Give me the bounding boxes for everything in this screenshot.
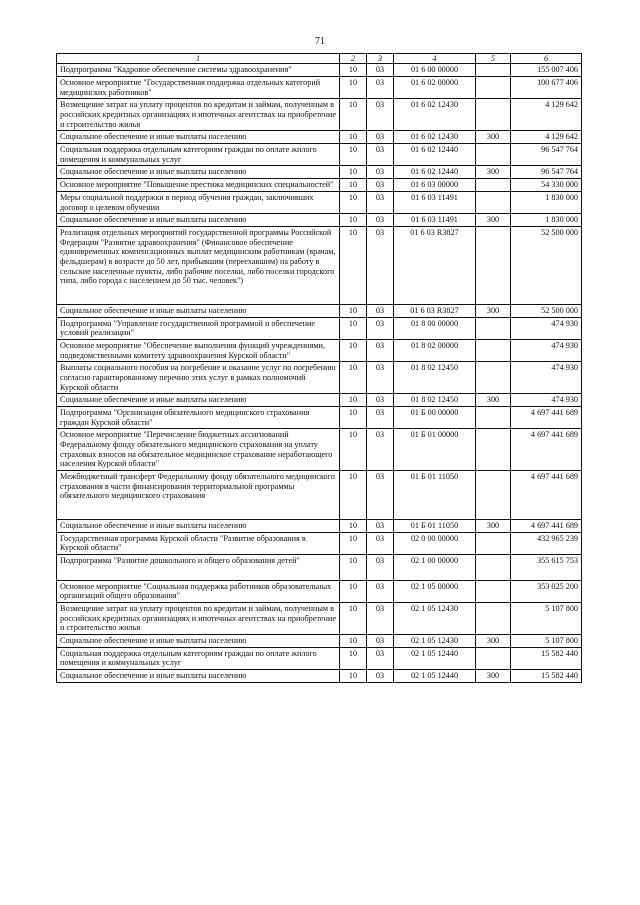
row-target-code-cell: 01 Б 00 00000 bbox=[394, 406, 476, 428]
row-target-code-cell: 01 6 02 12440 bbox=[394, 144, 476, 166]
row-name-cell: Социальная поддержка отдельным категориям граждан по оплате жилого помещения и коммунальных услуг bbox=[57, 144, 340, 166]
table-row bbox=[57, 304, 582, 317]
row-target-code-cell: 01 6 02 12430 bbox=[394, 99, 476, 131]
row-subsection-cell: 03 bbox=[367, 131, 394, 144]
row-section-cell: 10 bbox=[340, 532, 367, 554]
row-sum-cell: 155 007 406 bbox=[511, 64, 582, 77]
row-sum-cell: 4 697 441 689 bbox=[511, 519, 582, 532]
row-subsection-cell: 03 bbox=[367, 519, 394, 532]
row-section-cell: 10 bbox=[340, 554, 367, 580]
row-expense-type-cell bbox=[476, 226, 511, 304]
row-sum-cell: 432 965 239 bbox=[511, 532, 582, 554]
row-name-cell: Меры социальной поддержки в период обучения граждан, заключивших договор о целевом обучении bbox=[57, 191, 340, 213]
table-row bbox=[57, 519, 582, 532]
row-target-code-cell: 01 Б 01 11050 bbox=[394, 470, 476, 519]
row-subsection-cell: 03 bbox=[367, 532, 394, 554]
row-section-cell: 10 bbox=[340, 647, 367, 669]
row-expense-type-cell bbox=[476, 406, 511, 428]
row-name-cell: Выплаты социального пособия на погребение и оказание услуг по погребению согласно гарантированному перечню этих услуг в рамках полномочий Курской области bbox=[57, 362, 340, 394]
row-subsection-cell: 03 bbox=[367, 362, 394, 394]
row-expense-type-cell: 300 bbox=[476, 394, 511, 407]
table-row bbox=[57, 603, 582, 635]
row-name-cell: Государственная программа Курской области "Развитие образования в Курской области" bbox=[57, 532, 340, 554]
row-target-code-cell: 01 6 03 11491 bbox=[394, 191, 476, 213]
row-expense-type-cell bbox=[476, 603, 511, 635]
row-sum-cell: 15 582 440 bbox=[511, 670, 582, 683]
row-subsection-cell: 03 bbox=[367, 670, 394, 683]
row-target-code-cell: 01 6 02 12430 bbox=[394, 131, 476, 144]
row-target-code-cell: 01 8 02 00000 bbox=[394, 339, 476, 361]
row-name-cell: Основное мероприятие "Социальная поддержка работников образовательных организаций общего образования" bbox=[57, 580, 340, 602]
row-expense-type-cell: 300 bbox=[476, 635, 511, 648]
row-subsection-cell: 03 bbox=[367, 603, 394, 635]
table-header-row bbox=[57, 54, 582, 64]
row-expense-type-cell bbox=[476, 647, 511, 669]
row-section-cell: 10 bbox=[340, 226, 367, 304]
row-expense-type-cell bbox=[476, 429, 511, 471]
row-target-code-cell: 01 Б 01 11050 bbox=[394, 519, 476, 532]
row-subsection-cell: 03 bbox=[367, 226, 394, 304]
row-sum-cell: 4 697 441 689 bbox=[511, 429, 582, 471]
table-row bbox=[57, 131, 582, 144]
row-target-code-cell: 01 8 00 00000 bbox=[394, 317, 476, 339]
row-expense-type-cell: 300 bbox=[476, 519, 511, 532]
table-row bbox=[57, 362, 582, 394]
row-expense-type-cell: 300 bbox=[476, 131, 511, 144]
row-section-cell: 10 bbox=[340, 99, 367, 131]
row-section-cell: 10 bbox=[340, 179, 367, 192]
row-target-code-cell: 01 8 02 12450 bbox=[394, 394, 476, 407]
row-name-cell: Социальное обеспечение и иные выплаты населению bbox=[57, 519, 340, 532]
row-name-cell: Реализация отдельных мероприятий государственной программы Российской Федерации "Развитие здравоохранения" (Финансовое обеспечение единовременных компенсационных выплат медицинским работникам (врачам, фельдшерам) в возрасте до 50 лет, прибывшим (переехавшим) на работу в сельские населенные пункты, либо рабочие поселки, либо поселки городского типа, либо города с населением до 50 тыс. человек") bbox=[57, 226, 340, 304]
row-name-cell: Межбюджетный трансферт Федеральному фонду обязательного медицинского страхования в части финансирования территориальной программы обязательного медицинского страхования bbox=[57, 470, 340, 519]
budget-table bbox=[56, 53, 582, 683]
row-expense-type-cell bbox=[476, 144, 511, 166]
row-section-cell: 10 bbox=[340, 64, 367, 77]
row-expense-type-cell: 300 bbox=[476, 214, 511, 227]
header-col-4: 4 bbox=[394, 54, 476, 64]
row-expense-type-cell bbox=[476, 339, 511, 361]
table-row bbox=[57, 670, 582, 683]
row-section-cell: 10 bbox=[340, 304, 367, 317]
row-name-cell: Подпрограмма "Кадровое обеспечение системы здравоохранения" bbox=[57, 64, 340, 77]
row-section-cell: 10 bbox=[340, 635, 367, 648]
row-subsection-cell: 03 bbox=[367, 179, 394, 192]
row-section-cell: 10 bbox=[340, 214, 367, 227]
table-row bbox=[57, 99, 582, 131]
row-expense-type-cell bbox=[476, 580, 511, 602]
row-section-cell: 10 bbox=[340, 670, 367, 683]
row-sum-cell: 4 129 642 bbox=[511, 99, 582, 131]
row-sum-cell: 15 582 440 bbox=[511, 647, 582, 669]
row-subsection-cell: 03 bbox=[367, 77, 394, 99]
row-target-code-cell: 02 1 05 12440 bbox=[394, 647, 476, 669]
table-row bbox=[57, 406, 582, 428]
row-expense-type-cell bbox=[476, 179, 511, 192]
row-target-code-cell: 01 6 00 00000 bbox=[394, 64, 476, 77]
row-name-cell: Подпрограмма "Развитие дошкольного и общего образования детей" bbox=[57, 554, 340, 580]
row-section-cell: 10 bbox=[340, 406, 367, 428]
row-subsection-cell: 03 bbox=[367, 647, 394, 669]
row-subsection-cell: 03 bbox=[367, 429, 394, 471]
row-subsection-cell: 03 bbox=[367, 144, 394, 166]
table-row bbox=[57, 394, 582, 407]
row-sum-cell: 96 547 764 bbox=[511, 144, 582, 166]
row-expense-type-cell bbox=[476, 470, 511, 519]
table-row bbox=[57, 647, 582, 669]
row-subsection-cell: 03 bbox=[367, 470, 394, 519]
row-sum-cell: 52 500 000 bbox=[511, 226, 582, 304]
row-target-code-cell: 01 6 03 00000 bbox=[394, 179, 476, 192]
row-sum-cell: 100 677 406 bbox=[511, 77, 582, 99]
row-sum-cell: 4 697 441 689 bbox=[511, 470, 582, 519]
row-name-cell: Социальное обеспечение и иные выплаты населению bbox=[57, 166, 340, 179]
table-row bbox=[57, 580, 582, 602]
header-col-6: 6 bbox=[511, 54, 582, 64]
header-col-5: 5 bbox=[476, 54, 511, 64]
row-expense-type-cell: 300 bbox=[476, 670, 511, 683]
row-section-cell: 10 bbox=[340, 131, 367, 144]
row-expense-type-cell bbox=[476, 99, 511, 131]
row-sum-cell: 52 500 000 bbox=[511, 304, 582, 317]
row-expense-type-cell bbox=[476, 362, 511, 394]
row-section-cell: 10 bbox=[340, 77, 367, 99]
row-name-cell: Основное мероприятие "Государственная поддержка отдельных категорий медицинских работников" bbox=[57, 77, 340, 99]
row-subsection-cell: 03 bbox=[367, 339, 394, 361]
row-sum-cell: 5 107 800 bbox=[511, 603, 582, 635]
row-target-code-cell: 02 1 05 12430 bbox=[394, 603, 476, 635]
row-expense-type-cell bbox=[476, 191, 511, 213]
row-section-cell: 10 bbox=[340, 144, 367, 166]
row-expense-type-cell bbox=[476, 554, 511, 580]
row-expense-type-cell bbox=[476, 532, 511, 554]
row-subsection-cell: 03 bbox=[367, 406, 394, 428]
row-sum-cell: 353 025 200 bbox=[511, 580, 582, 602]
row-subsection-cell: 03 bbox=[367, 394, 394, 407]
row-section-cell: 10 bbox=[340, 191, 367, 213]
table-row bbox=[57, 214, 582, 227]
row-section-cell: 10 bbox=[340, 470, 367, 519]
row-name-cell: Основное мероприятие "Перечисление бюджетных ассигнований Федеральному фонду обязательного медицинского страхования на уплату страховых взносов на обязательное медицинское страхование неработающего населения Курской области" bbox=[57, 429, 340, 471]
row-target-code-cell: 02 1 05 00000 bbox=[394, 580, 476, 602]
table-row bbox=[57, 317, 582, 339]
row-sum-cell: 4 697 441 689 bbox=[511, 406, 582, 428]
row-sum-cell: 474 930 bbox=[511, 362, 582, 394]
row-name-cell: Возмещение затрат на уплату процентов по кредитам и займам, полученным в российских кредитных организациях и ипотечных агентствах на приобретение и строительство жилья bbox=[57, 603, 340, 635]
row-subsection-cell: 03 bbox=[367, 317, 394, 339]
row-target-code-cell: 02 1 00 00000 bbox=[394, 554, 476, 580]
row-section-cell: 10 bbox=[340, 166, 367, 179]
table-row bbox=[57, 470, 582, 519]
row-subsection-cell: 03 bbox=[367, 214, 394, 227]
row-sum-cell: 54 330 000 bbox=[511, 179, 582, 192]
row-subsection-cell: 03 bbox=[367, 191, 394, 213]
table-row bbox=[57, 179, 582, 192]
row-sum-cell: 474 930 bbox=[511, 317, 582, 339]
row-name-cell: Подпрограмма "Организация обязательного медицинского страхования граждан Курской области" bbox=[57, 406, 340, 428]
row-sum-cell: 4 129 642 bbox=[511, 131, 582, 144]
row-subsection-cell: 03 bbox=[367, 64, 394, 77]
row-target-code-cell: 02 0 00 00000 bbox=[394, 532, 476, 554]
row-target-code-cell: 01 6 03 11491 bbox=[394, 214, 476, 227]
row-sum-cell: 1 830 000 bbox=[511, 191, 582, 213]
row-sum-cell: 1 830 000 bbox=[511, 214, 582, 227]
row-target-code-cell: 01 6 03 R3827 bbox=[394, 304, 476, 317]
row-name-cell: Возмещение затрат на уплату процентов по кредитам и займам, полученным в российских кредитных организациях и ипотечных агентствах на приобретение и строительство жилья bbox=[57, 99, 340, 131]
row-sum-cell: 355 615 753 bbox=[511, 554, 582, 580]
row-name-cell: Подпрограмма "Управление государственной программой и обеспечение условий реализации" bbox=[57, 317, 340, 339]
table-row bbox=[57, 429, 582, 471]
row-expense-type-cell: 300 bbox=[476, 304, 511, 317]
row-name-cell: Социальное обеспечение и иные выплаты населению bbox=[57, 304, 340, 317]
row-subsection-cell: 03 bbox=[367, 580, 394, 602]
row-name-cell: Социальное обеспечение и иные выплаты населению bbox=[57, 670, 340, 683]
row-target-code-cell: 02 1 05 12440 bbox=[394, 670, 476, 683]
row-target-code-cell: 01 6 02 12440 bbox=[394, 166, 476, 179]
row-expense-type-cell bbox=[476, 64, 511, 77]
row-sum-cell: 474 930 bbox=[511, 339, 582, 361]
row-target-code-cell: 01 8 02 12450 bbox=[394, 362, 476, 394]
table-row bbox=[57, 532, 582, 554]
row-section-cell: 10 bbox=[340, 362, 367, 394]
row-name-cell: Социальное обеспечение и иные выплаты населению bbox=[57, 394, 340, 407]
row-name-cell: Социальное обеспечение и иные выплаты населению bbox=[57, 635, 340, 648]
table-row bbox=[57, 144, 582, 166]
table-row bbox=[57, 226, 582, 304]
row-subsection-cell: 03 bbox=[367, 554, 394, 580]
row-name-cell: Основное мероприятие "Повышение престижа медицинских специальностей" bbox=[57, 179, 340, 192]
row-target-code-cell: 01 6 02 00000 bbox=[394, 77, 476, 99]
table-row bbox=[57, 339, 582, 361]
table-row bbox=[57, 77, 582, 99]
header-col-1: 1 bbox=[57, 54, 340, 64]
row-subsection-cell: 03 bbox=[367, 635, 394, 648]
row-expense-type-cell: 300 bbox=[476, 166, 511, 179]
row-sum-cell: 5 107 800 bbox=[511, 635, 582, 648]
row-name-cell: Социальное обеспечение и иные выплаты населению bbox=[57, 214, 340, 227]
row-subsection-cell: 03 bbox=[367, 166, 394, 179]
row-section-cell: 10 bbox=[340, 317, 367, 339]
row-section-cell: 10 bbox=[340, 603, 367, 635]
row-expense-type-cell bbox=[476, 77, 511, 99]
table-row bbox=[57, 635, 582, 648]
table-row bbox=[57, 554, 582, 580]
row-subsection-cell: 03 bbox=[367, 304, 394, 317]
row-expense-type-cell bbox=[476, 317, 511, 339]
row-section-cell: 10 bbox=[340, 394, 367, 407]
header-col-3: 3 bbox=[367, 54, 394, 64]
row-name-cell: Социальное обеспечение и иные выплаты населению bbox=[57, 131, 340, 144]
page-number: 71 bbox=[315, 36, 325, 47]
row-section-cell: 10 bbox=[340, 519, 367, 532]
row-subsection-cell: 03 bbox=[367, 99, 394, 131]
row-name-cell: Социальная поддержка отдельным категориям граждан по оплате жилого помещения и коммунальных услуг bbox=[57, 647, 340, 669]
table-row bbox=[57, 166, 582, 179]
row-section-cell: 10 bbox=[340, 339, 367, 361]
table-row bbox=[57, 64, 582, 77]
row-sum-cell: 96 547 764 bbox=[511, 166, 582, 179]
row-target-code-cell: 02 1 05 12430 bbox=[394, 635, 476, 648]
row-section-cell: 10 bbox=[340, 580, 367, 602]
row-sum-cell: 474 930 bbox=[511, 394, 582, 407]
row-name-cell: Основное мероприятие "Обеспечение выполнения функций учреждениями, подведомственными комитету здравоохранения Курской области" bbox=[57, 339, 340, 361]
row-target-code-cell: 01 Б 01 00000 bbox=[394, 429, 476, 471]
header-col-2: 2 bbox=[340, 54, 367, 64]
row-section-cell: 10 bbox=[340, 429, 367, 471]
table-row bbox=[57, 191, 582, 213]
row-target-code-cell: 01 6 03 R3827 bbox=[394, 226, 476, 304]
